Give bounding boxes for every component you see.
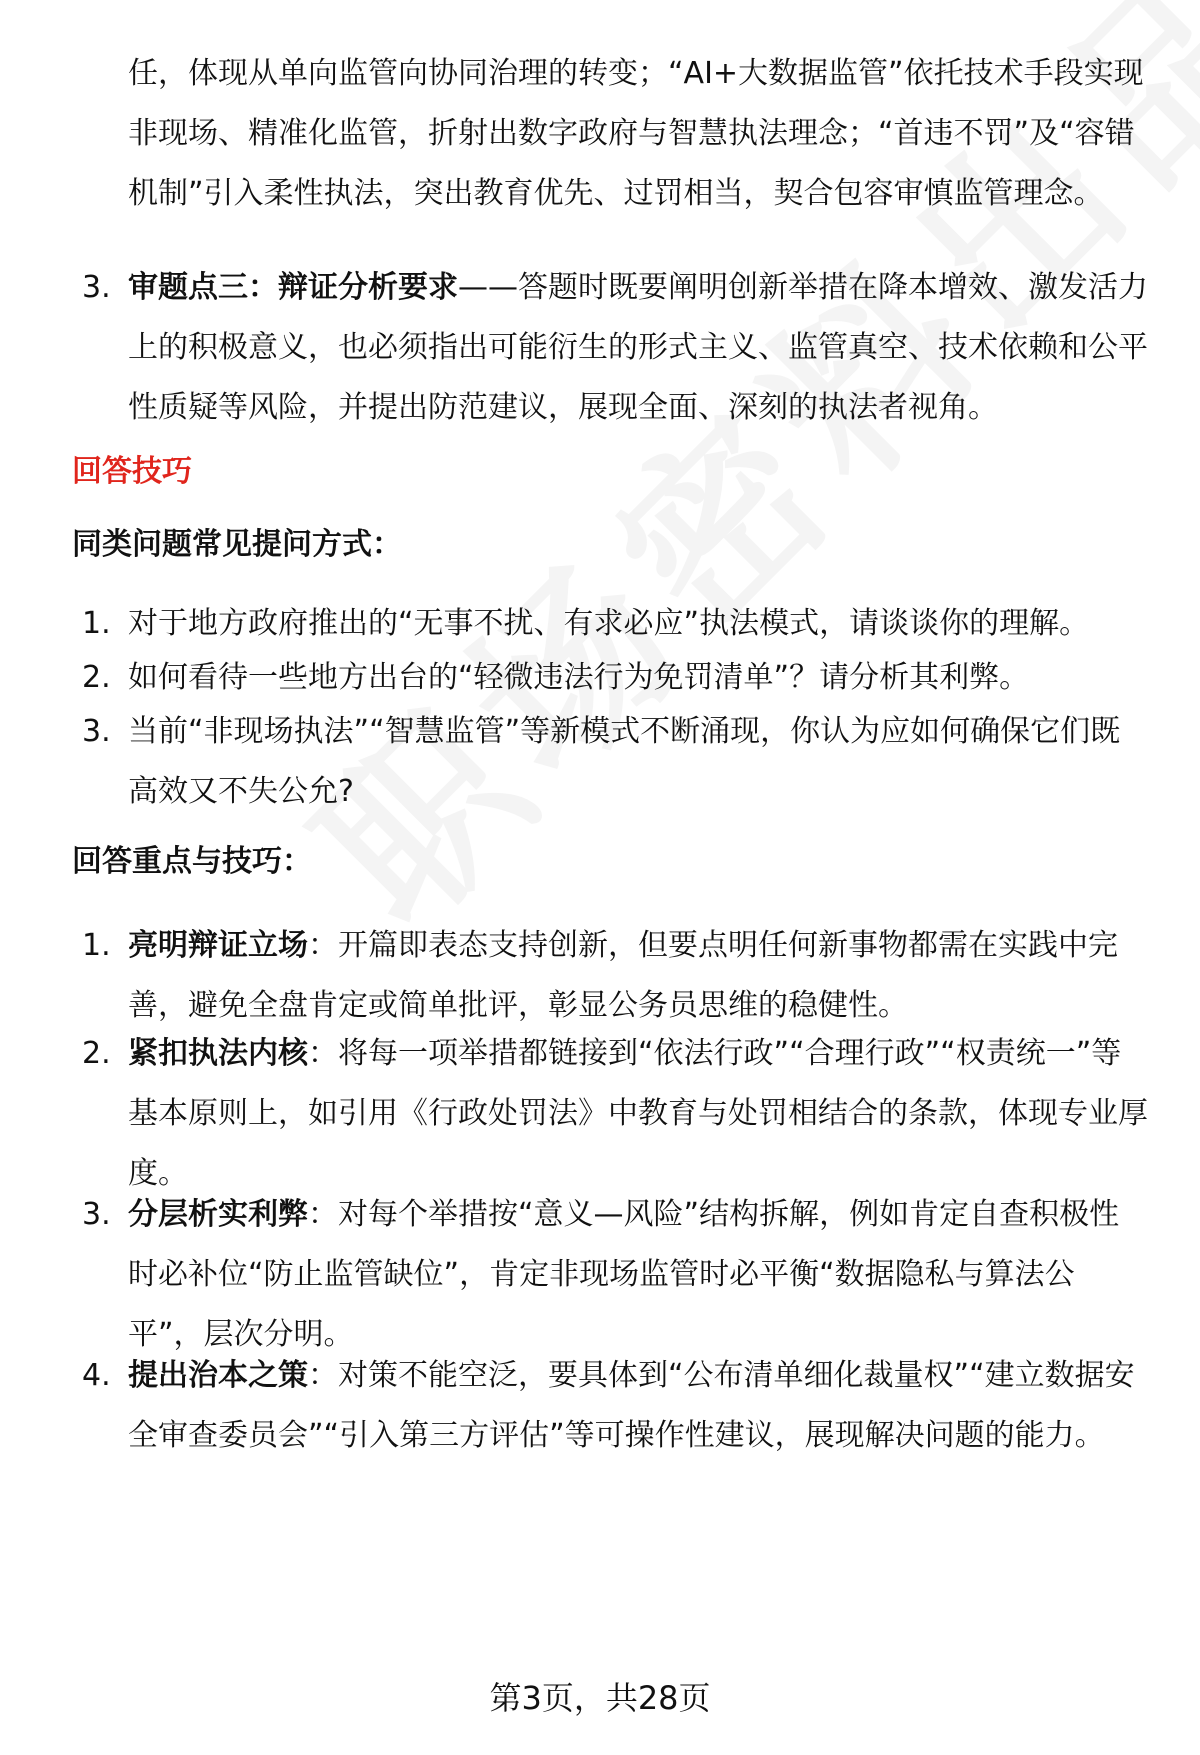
tip-text: ：将每一项举措都链接到“依法行政”“合理行政”“权责统一”等基本原则上，如引用《行政处罚法》中教育与处罚相结合的条款，体现专业厚度。 <box>128 1036 1148 1191</box>
tip-item <box>82 1024 1148 1204</box>
list-body <box>128 1185 1148 1365</box>
list-item <box>82 648 1148 708</box>
point-text: ——答题时既要阐明创新举措在降本增效、激发活力上的积极意义，也必须指出可能衍生的形式主义、监管真空、技术依赖和公平性质疑等风险，并提出防范建议，展现全面、深刻的执法者视角。 <box>128 270 1148 425</box>
review-point-3 <box>82 258 1148 438</box>
list-number: 1. <box>82 606 111 641</box>
similar-questions-heading: 同类问题常见提问方式： <box>72 527 402 562</box>
tip-text: ：对每个举措按“意义—风险”结构拆解，例如肯定自查积极性时必补位“防止监管缺位”，肯定非现场监管时必平衡“数据隐私与算法公平”，层次分明。 <box>128 1197 1120 1352</box>
tip-item <box>82 916 1148 1036</box>
list-item <box>82 594 1148 654</box>
list-body <box>128 258 1148 438</box>
list-number: 2. <box>82 1036 111 1071</box>
list-number: 3. <box>82 1197 111 1232</box>
list-number: 3. <box>82 714 111 749</box>
list-text: 对于地方政府推出的“无事不扰、有求必应”执法模式，请谈谈你的理解。 <box>128 606 1090 641</box>
tip-title: 提出治本之策 <box>128 1358 308 1393</box>
list-body <box>128 1024 1148 1204</box>
list-text: 当前“非现场执法”“智慧监管”等新模式不断涌现，你认为应如何确保它们既高效又不失公允? <box>128 714 1121 809</box>
list-number: 4. <box>82 1358 111 1393</box>
tips-heading: 回答重点与技巧： <box>72 844 312 879</box>
tip-item <box>82 1185 1148 1365</box>
tip-item <box>82 1346 1148 1466</box>
list-number: 2. <box>82 660 111 695</box>
tip-title: 紧扣执法内核 <box>128 1036 308 1071</box>
tip-title: 亮明辩证立场 <box>128 928 308 963</box>
list-text: 如何看待一些地方出台的“轻微违法行为免罚清单”？请分析其利弊。 <box>128 660 1030 695</box>
section-title: 回答技巧 <box>72 454 192 489</box>
list-number: 1. <box>82 928 111 963</box>
point-title: 审题点三：辩证分析要求 <box>128 270 458 305</box>
list-body <box>128 916 1148 1036</box>
tip-text: ：开篇即表态支持创新，但要点明任何新事物都需在实践中完善，避免全盘肯定或简单批评，彰显公务员思维的稳健性。 <box>128 928 1118 1023</box>
list-item <box>82 702 1148 822</box>
intro-paragraph: 任，体现从单向监管向协同治理的转变；“AI+大数据监管”依托技术手段实现非现场、精准化监管，折射出数字政府与智慧执法理念；“首违不罚”及“容错机制”引入柔性执法，突出教育优先、过罚相当，契合包容审慎监管理念。 <box>128 56 1144 211</box>
list-body <box>128 1346 1148 1466</box>
page-footer: 第3页，共28页 <box>489 1679 711 1717</box>
list-number: 3. <box>82 270 111 305</box>
tip-text: ：对策不能空泛，要具体到“公布清单细化裁量权”“建立数据安全审查委员会”“引入第三方评估”等可操作性建议，展现解决问题的能力。 <box>128 1358 1135 1453</box>
tip-title: 分层析实利弊 <box>128 1197 308 1232</box>
